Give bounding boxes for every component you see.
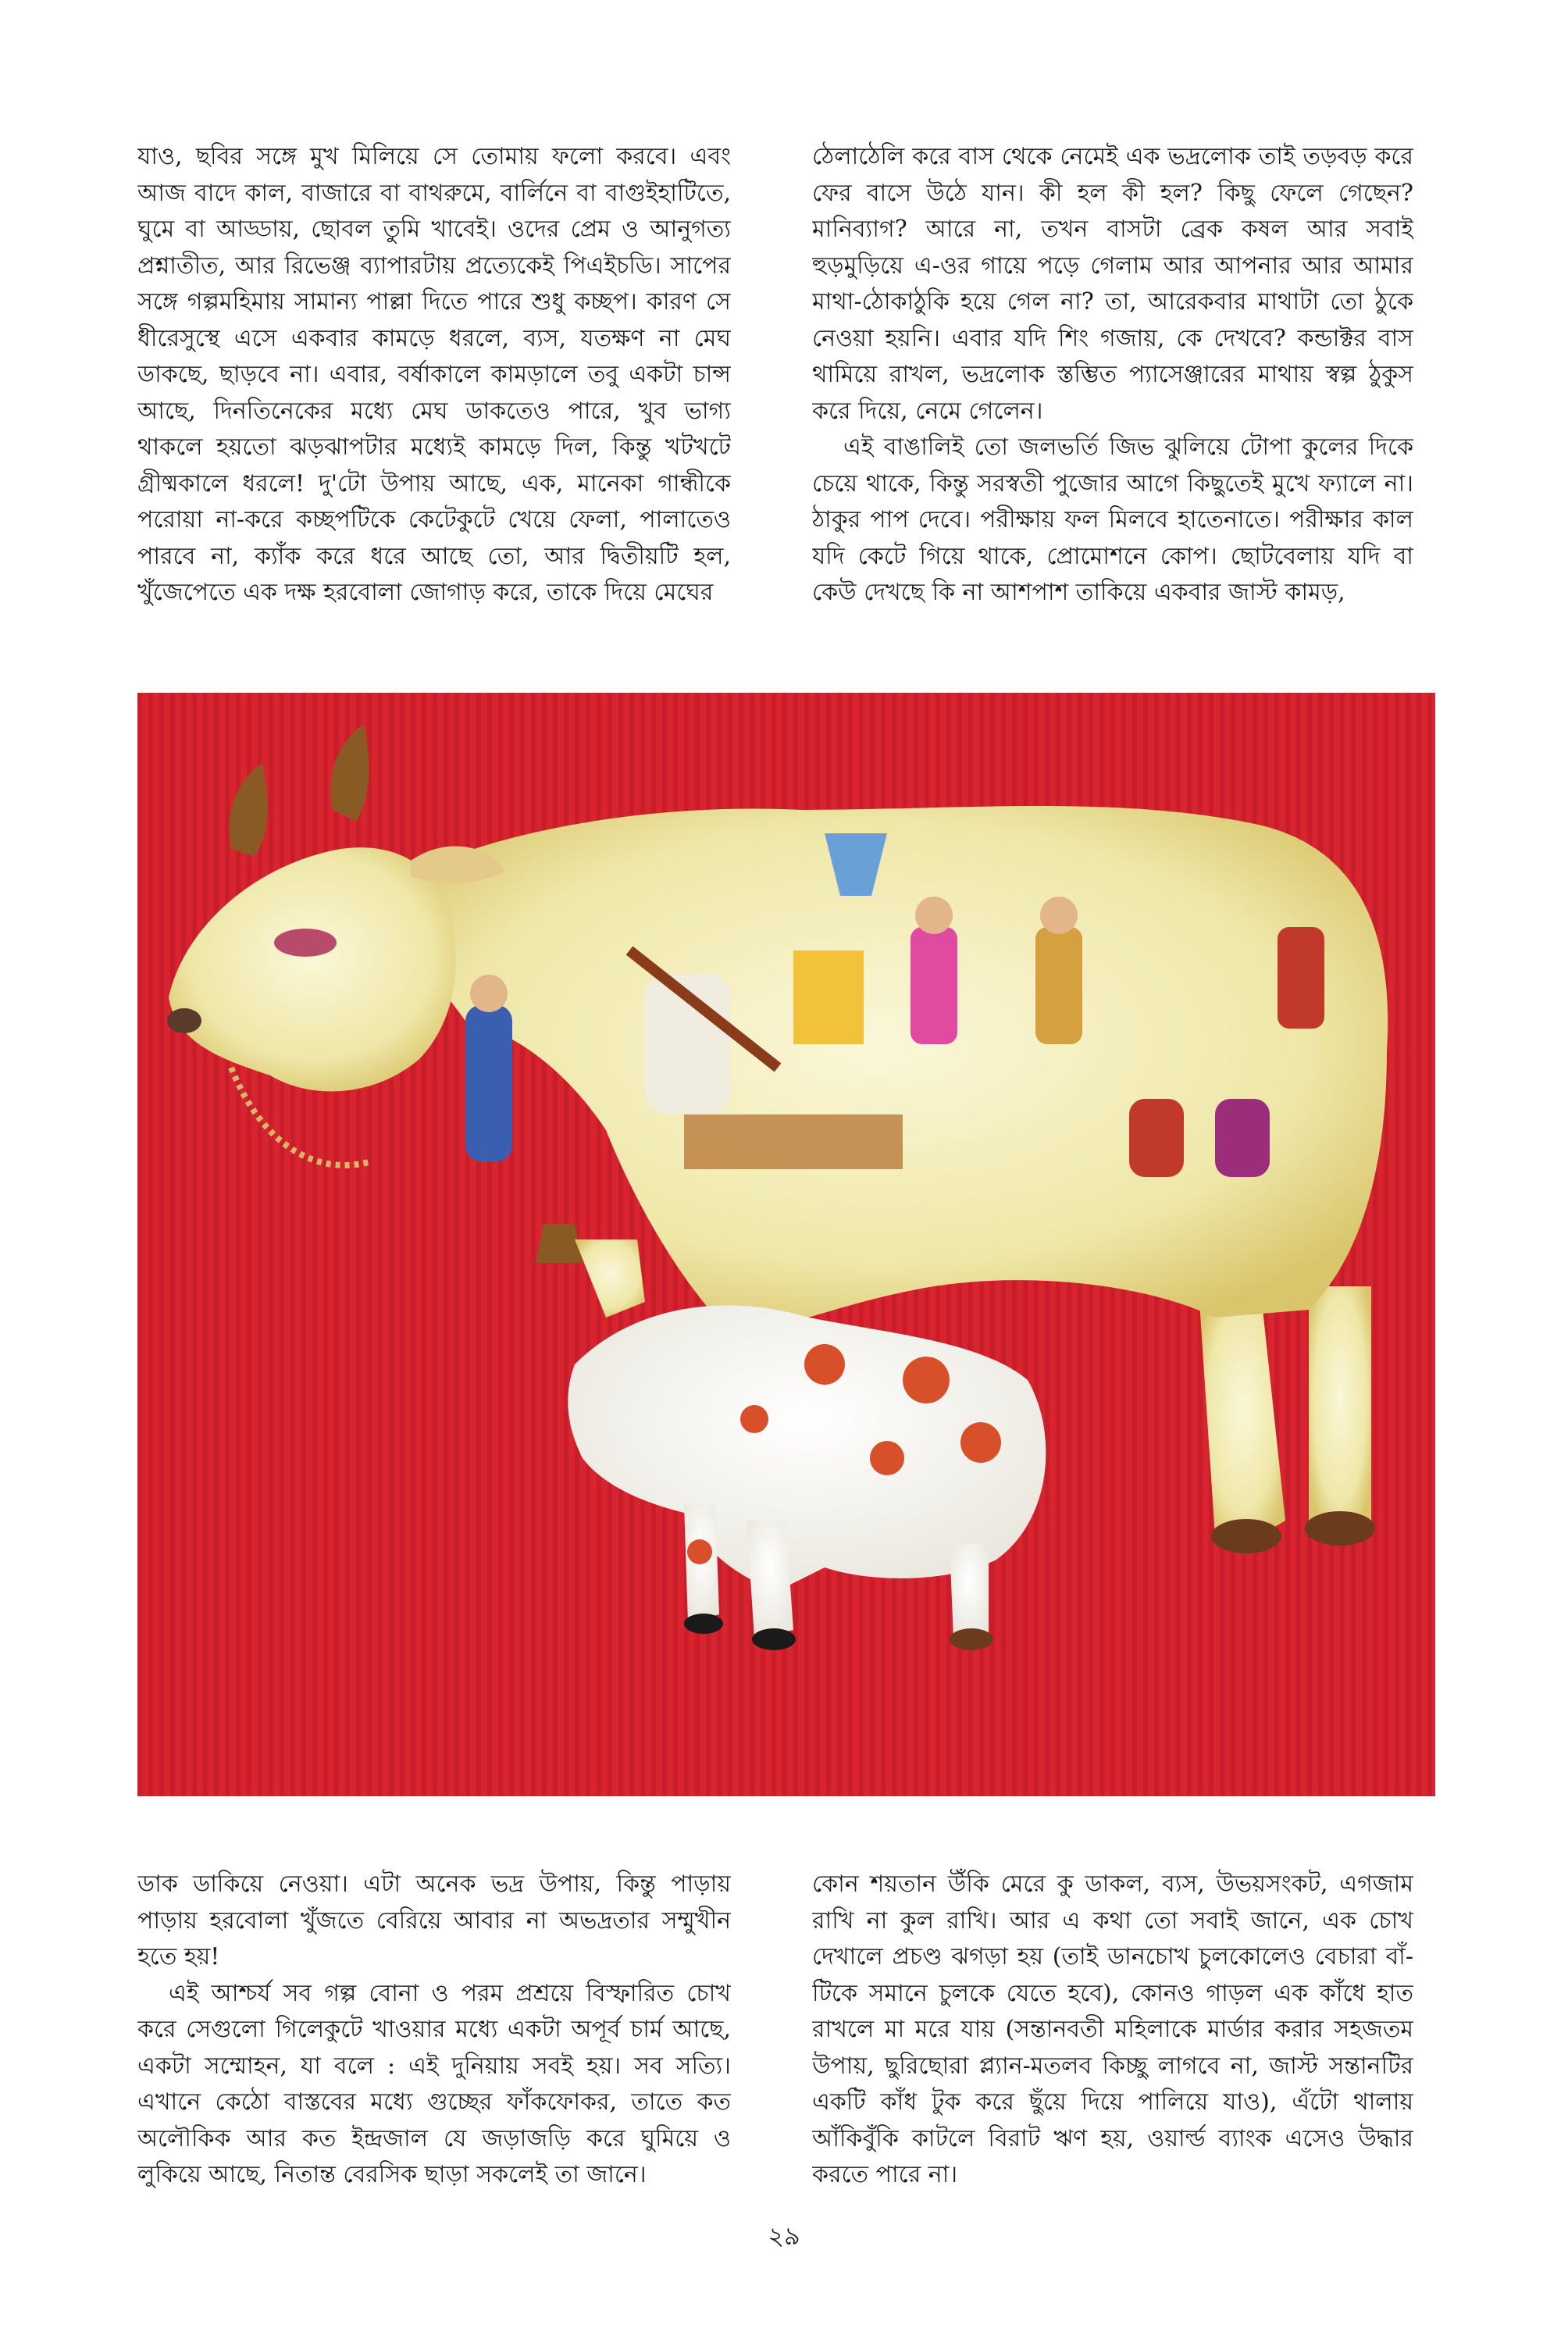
- paragraph: ডাক ডাকিয়ে নেওয়া। এটা অনেক ভদ্র উপায়, কিন্তু পাড়ায় পাড়ায় হরবোলা খুঁজতে বেরিয়ে আবার না অভদ্রতার সম্মুখীন হতে হয়!: [137, 1870, 731, 1970]
- paragraph: কোন শয়তান উঁকি মেরে কু ডাকল, ব্যস, উভয়সংকট, এগজাম রাখি না কুল রাখি। আর এ কথা তো সবাই জানে, এক চোখ দেখালে প্রচণ্ড ঝগড়া হয় (তাই ডানচোখ চুলকোলেও বেচারা বাঁ-টিকে সমানে চুলকে যেতে হবে), কোনও গাড়ল এক কাঁধে হাত রাখলে মা মরে যায় (সন্তানবতী মহিলাকে মার্ডার করার সহজতম উপায়, ছুরিছোরা প্ল্যান-মতলব কিচ্ছু লাগবে না, জাস্ট সন্তানটির একটি কাঁধ টুক করে ছুঁয়ে দিয়ে পালিয়ে যাও), এঁটো থালায় আঁকিবুঁকি কাটলে বিরাট ঋণ হয়, ওয়ার্ল্ড ব্যাংক এসেও উদ্ধার করতে পারে না।: [812, 1870, 1413, 2188]
- text-column-bottom-left: [137, 1867, 731, 2195]
- text-column-top-left: [137, 139, 731, 623]
- text-column-top-right: [812, 139, 1413, 623]
- paragraph: যাও, ছবির সঙ্গে মুখ মিলিয়ে সে তোমায় ফলো করবে। এবং আজ বাদে কাল, বাজারে বা বাথরুমে, বার্লিনে বা বাগুইহাটিতে, ঘুমে বা আড্ডায়, ছোবল তুমি খাবেই। ওদের প্রেম ও আনুগত্য প্রশ্নাতীত, আর রিভেঞ্জ ব্যাপারটায় প্রত্যেকেই পিএইচডি। সাপের সঙ্গে গল্পমহিমায় সামান্য পাল্লা দিতে পারে শুধু কচ্ছপ। কারণ সে ধীরেসুস্থে এসে একবার কামড়ে ধরলে, ব্যস, যতক্ষণ না মেঘ ডাকছে, ছাড়বে না। এবার, বর্ষাকালে কামড়ালে তবু একটা চান্স আছে, দিনতিনেকের মধ্যে মেঘ ডাকতেও পারে, খুব ভাগ্য থাকলে হয়তো ঝড়ঝাপটার মধ্যেই কামড়ে দিল, কিন্তু খটখটে গ্রীষ্মকালে ধরলে! দু'টো উপায় আছে, এক, মানেকা গান্ধীকে পরোয়া না-করে কচ্ছপটিকে কেটেকুটে খেয়ে ফেলা, পালাতেও পারবে না, ক্যাঁক করে ধরে আছে তো, আর দ্বিতীয়টি হল, খুঁজেপেতে এক দক্ষ হরবোলা জোগাড় করে, তাকে দিয়ে মেঘের: [137, 143, 731, 606]
- paragraph: এই বাঙালিই তো জলভর্তি জিভ ঝুলিয়ে টোপা কুলের দিকে চেয়ে থাকে, কিন্তু সরস্বতী পুজোর আগে কিছুতেই মুখে ফ্যালে না। ঠাকুর পাপ দেবে। পরীক্ষায় ফল মিলবে হাতেনাতে। পরীক্ষার কাল যদি কেটে গিয়ে থাকে, প্রোমোশনে কোপ। ছোটবেলায় যদি বা কেউ দেখছে কি না আশপাশ তাকিয়ে একবার জাস্ট কামড়,: [812, 433, 1413, 606]
- paragraph: এই আশ্চর্য সব গল্প বোনা ও পরম প্রশ্রয়ে বিস্ফারিত চোখ করে সেগুলো গিলেকুটে খাওয়ার মধ্যে একটা অপূর্ব চার্ম আছে, একটা সম্মোহন, যা বলে : এই দুনিয়ায় সবই হয়। সব সত্যি। এখানে কেঠো বাস্তবের মধ্যে গুচ্ছের ফাঁকফোকর, তাতে কত অলৌকিক আর কত ইন্দ্রজাল যে জড়াজড়ি করে ঘুমিয়ে ও লুকিয়ে আছে, নিতান্ত বেরসিক ছাড়া সকলেই তা জানে।: [137, 1979, 731, 2188]
- cow-figurine-image: [137, 693, 1435, 1796]
- cow-figurine-illustration: [137, 693, 1435, 1796]
- page-number: ২৯: [768, 2221, 800, 2251]
- paragraph: ঠেলাঠেলি করে বাস থেকে নেমেই এক ভদ্রলোক তাই তড়বড় করে ফের বাসে উঠে যান। কী হল কী হল? কিছু ফেলে গেছেন? মানিব্যাগ? আরে না, তখন বাসটা ব্রেক কষল আর সবাই হুড়মুড়িয়ে এ-ওর গায়ে পড়ে গেলাম আর আপনার আর আমার মাথা-ঠোকাঠুকি হয়ে গেল না? তা, আরেকবার মাথাটা তো ঠুকে নেওয়া হয়নি। এবার যদি শিং গজায়, কে দেখবে? কন্ডাক্টর বাস থামিয়ে রাখল, ভদ্রলোক স্তম্ভিত প্যাসেঞ্জারের মাথায় স্বল্প ঠুকুস করে দিয়ে, নেমে গেলেন।: [812, 143, 1413, 425]
- text-column-bottom-right: [812, 1867, 1413, 2195]
